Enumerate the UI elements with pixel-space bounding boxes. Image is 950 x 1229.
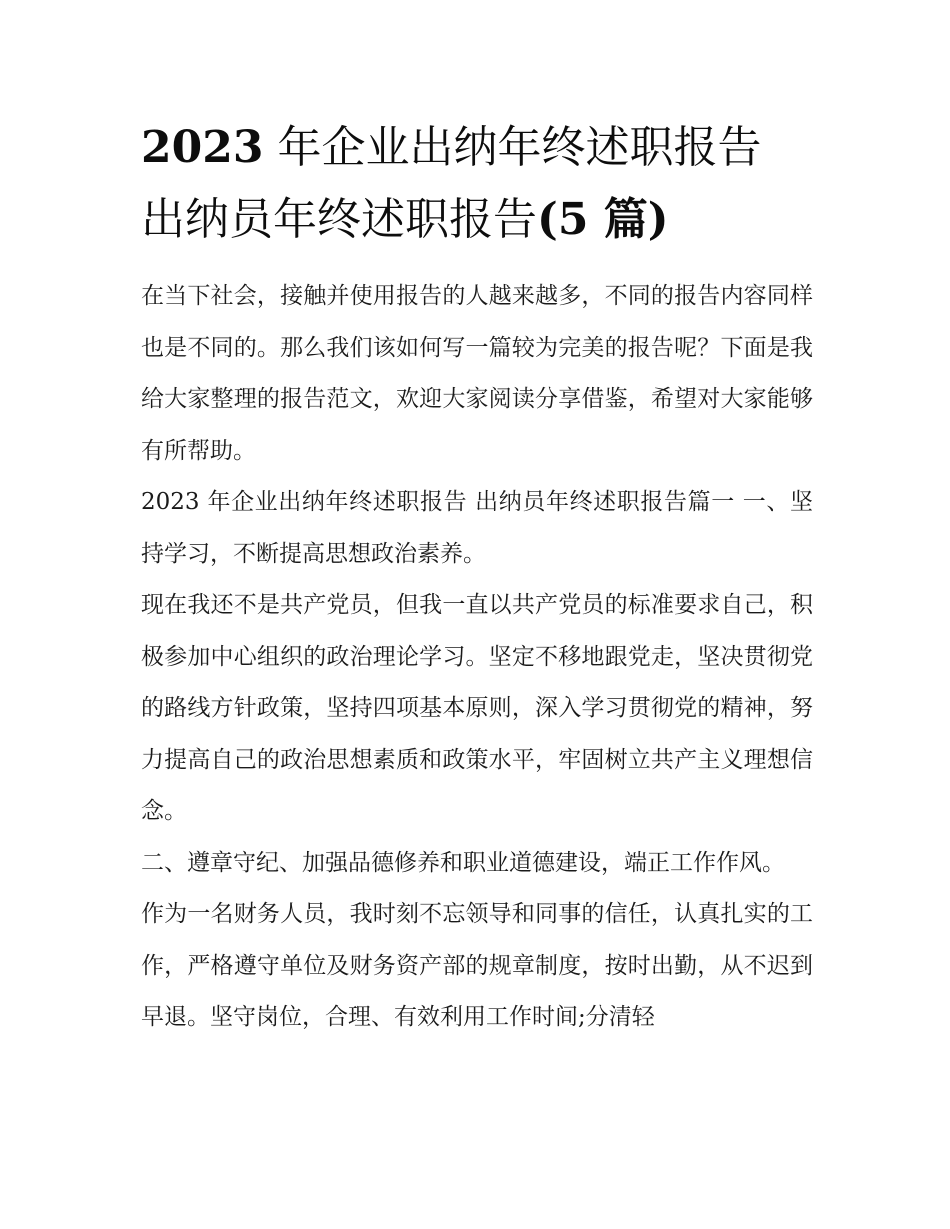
paragraph-intro: 在当下社会，接触并使用报告的人越来越多，不同的报告内容同样也是不同的。那么我们该如何写一篇较为完美的报告呢？下面是我给大家整理的报告范文，欢迎大家阅读分享借鉴，希望对大家能够有所帮助。 <box>141 283 813 464</box>
title-year: 2023 <box>141 122 264 173</box>
title-line-1-text: 年企业出纳年终述职报告 <box>263 122 762 173</box>
title-line-2 <box>141 184 821 256</box>
paragraph-section-heading-1: 2023 年企业出纳年终述职报告 出纳员年终述职报告篇一 一、坚持学习，不断提高思想政治素养。 <box>141 489 813 567</box>
paragraph-political-study: 现在我还不是共产党员，但我一直以共产党员的标准要求自己，积极参加中心组织的政治理论学习。坚定不移地跟党走，坚决贯彻党的路线方针政策，坚持四项基本原则，深入学习贯彻党的精神，努力提高自己的政治思想素质和政策水平，牢固树立共产主义理想信念。 <box>141 592 813 824</box>
document-body <box>141 271 813 1044</box>
document-title <box>141 112 821 256</box>
title-line-2-text: 出纳员年终述职报告 <box>141 194 537 245</box>
paragraph-section-heading-2: 二、遵章守纪、加强品德修养和职业道德建设，端正工作作风。 <box>141 849 785 876</box>
paragraph-work-discipline: 作为一名财务人员，我时刻不忘领导和同事的信任，认真扎实的工作，严格遵守单位及财务资产部的规章制度，按时出勤，从不迟到早退。坚守岗位，合理、有效利用工作时间;分清轻 <box>141 901 813 1030</box>
title-line-1 <box>141 112 821 184</box>
title-count: (5 篇) <box>537 194 669 245</box>
